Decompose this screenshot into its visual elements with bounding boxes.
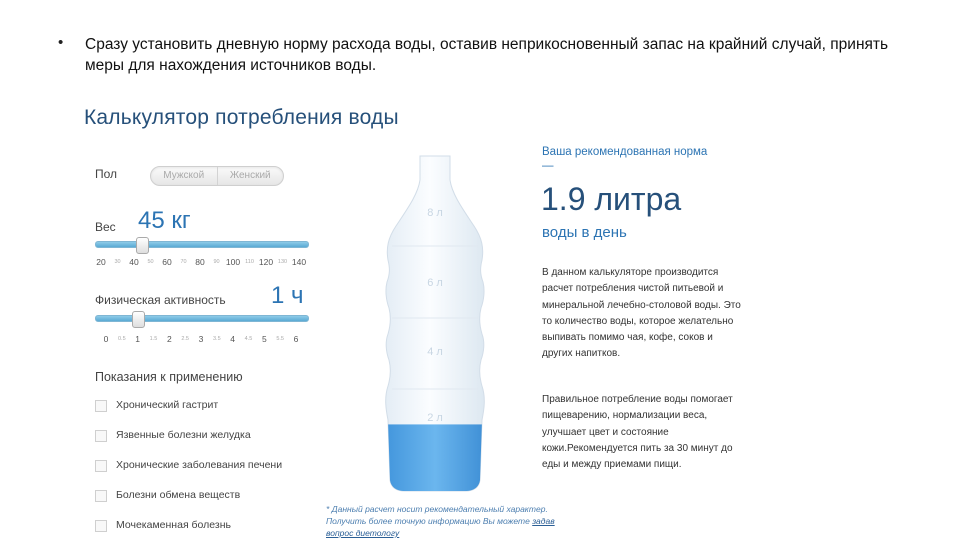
indication-label: Болезни обмена веществ — [116, 489, 241, 501]
gender-option-male[interactable]: Мужской — [163, 170, 205, 181]
scale-tick: 40 — [129, 257, 139, 267]
scale-tick: 70 — [180, 259, 187, 265]
disclaimer-text: * Данный расчет носит рекомендательный характер. Получить более точную информацию Вы можете — [326, 504, 548, 526]
result-subtitle: воды в день — [542, 224, 627, 241]
bottle-mark-4: 4 л — [427, 346, 443, 358]
scale-tick: 1 — [135, 334, 141, 344]
scale-tick: 110 — [245, 259, 254, 265]
scale-tick: 30 — [114, 259, 121, 265]
weight-label: Вес — [95, 220, 116, 234]
weight-slider-handle[interactable] — [136, 237, 149, 254]
result-value: 1.9 литра — [541, 181, 682, 217]
water-bottle — [380, 148, 490, 493]
gender-toggle[interactable] — [150, 166, 284, 186]
activity-value: 1 ч — [271, 282, 304, 309]
bottle-mark-6: 6 л — [427, 277, 443, 289]
scale-tick: 1.5 — [149, 336, 158, 342]
checkbox[interactable] — [95, 430, 107, 442]
activity-label: Физическая активность — [95, 293, 226, 307]
description-paragraph: В данном калькуляторе производится расчет потребления чистой питьевой и минеральной лечебно-столовой воды. Это то количество воды, которое желательно выпивать помимо чая, кофе, соков и других напитков. — [542, 267, 741, 360]
indication-label: Мочекаменная болезнь — [116, 519, 231, 531]
benefits-paragraph: Правильное потребление воды помогает пищеварению, нормализации веса, улучшает цвет и состояние кожи.Рекомендуется пить за 30 минут до еды и между приемами пищи. — [542, 394, 733, 471]
scale-tick: 120 — [258, 257, 274, 267]
scale-tick: 50 — [147, 259, 154, 265]
weight-value: 45 кг — [138, 207, 191, 234]
scale-tick: 60 — [162, 257, 172, 267]
scale-tick: 130 — [277, 259, 288, 265]
scale-tick: 2 — [166, 334, 172, 344]
scale-tick: 140 — [291, 257, 307, 267]
indication-label: Язвенные болезни желудка — [116, 429, 251, 441]
ask-dietitian-link[interactable]: задав вопрос диетологу — [326, 516, 555, 538]
scale-tick: 6 — [293, 334, 299, 344]
bullet-text: Сразу установить дневную норму расхода воды, оставив неприкосновенный запас на крайний случай, принять меры для нахождения источников воды. — [85, 36, 889, 74]
scale-tick: 0 — [103, 334, 109, 344]
bottle-mark-2: 2 л — [427, 412, 443, 424]
calculator-title: Калькулятор потребления воды — [84, 106, 399, 129]
indication-label: Хронический гастрит — [116, 399, 219, 411]
scale-tick: 3.5 — [213, 336, 221, 342]
scale-tick: 20 — [96, 257, 106, 267]
scale-tick: 2.5 — [181, 336, 189, 342]
scale-tick: 4.5 — [244, 336, 253, 342]
indications-title: Показания к применению — [95, 370, 243, 384]
checkbox[interactable] — [95, 520, 107, 532]
gender-label: Пол — [95, 167, 118, 181]
scale-tick: 4 — [230, 334, 236, 344]
scale-tick: 0.5 — [118, 336, 126, 342]
checkbox[interactable] — [95, 400, 107, 412]
water-level — [380, 424, 490, 491]
result-dash: — — [542, 160, 554, 172]
scale-tick: 80 — [195, 257, 205, 267]
weight-slider-track[interactable] — [95, 241, 309, 248]
gender-option-female[interactable]: Женский — [217, 167, 284, 185]
checkbox[interactable] — [95, 490, 107, 502]
scale-tick: 3 — [198, 334, 204, 344]
result-label: Ваша рекомендованная норма — [542, 146, 708, 158]
scale-tick: 5.5 — [276, 336, 284, 342]
activity-slider-track[interactable] — [95, 315, 309, 322]
indication-label: Хронические заболевания печени — [116, 459, 283, 471]
bullet-symbol: • — [58, 34, 64, 51]
bottle-mark-8: 8 л — [427, 207, 443, 219]
disclaimer-note — [326, 503, 561, 539]
scale-tick: 5 — [261, 334, 267, 344]
scale-tick: 100 — [225, 257, 241, 267]
scale-tick: 90 — [213, 259, 220, 265]
activity-slider-handle[interactable] — [132, 311, 145, 328]
checkbox[interactable] — [95, 460, 107, 472]
